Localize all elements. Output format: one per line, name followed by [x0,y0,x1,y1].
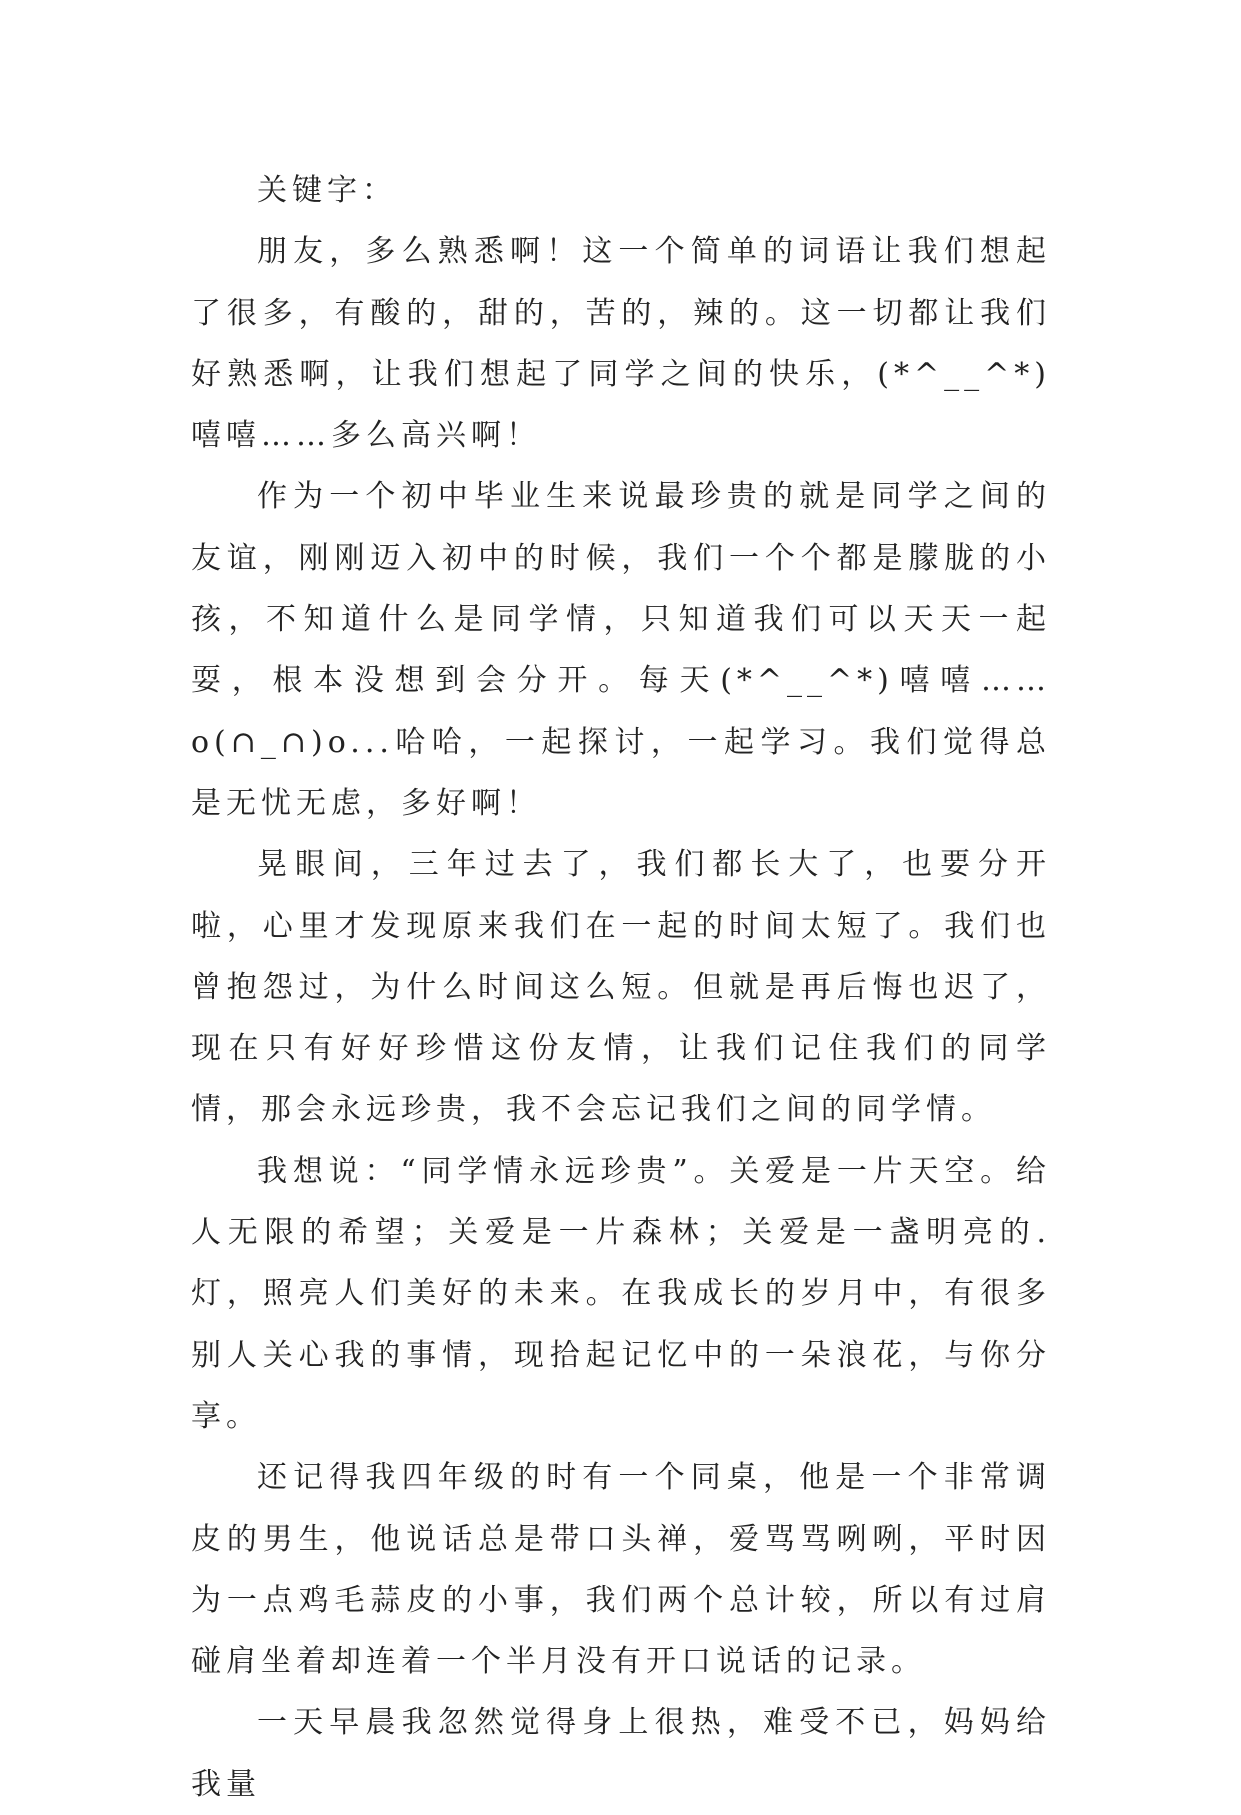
document-body [191,160,1051,1815]
paragraph-care: 我想说：“同学情永远珍贵”。关爱是一片天空。给人无限的希望；关爱是一片森林；关爱是一盏明亮的.灯，照亮人们美好的未来。在我成长的岁月中，有很多别人关心我的事情，现拾起记忆中的一朵浪花，与你分享。 [191,1153,1051,1434]
paragraph-morning: 一天早晨我忽然觉得身上很热，难受不已，妈妈给我量 [191,1705,1051,1802]
paragraph-junior-high: 作为一个初中毕业生来说最珍贵的就是同学之间的友谊，刚刚迈入初中的时候，我们一个个都是朦胧的小孩，不知道什么是同学情，只知道我们可以天天一起耍，根本没想到会分开。每天(*^__^*)嘻嘻……o(∩_∩)o...哈哈，一起探讨，一起学习。我们觉得总是无忧无虑，多好啊！ [191,479,1051,821]
keywords-heading: 关键字： [257,173,397,208]
paragraph-three-years: 晃眼间，三年过去了，我们都长大了，也要分开啦，心里才发现原来我们在一起的时间太短了。我们也曾抱怨过，为什么时间这么短。但就是再后悔也迟了，现在只有好好珍惜这份友情，让我们记住我们的同学情，那会永远珍贵，我不会忘记我们之间的同学情。 [191,847,1051,1128]
paragraph-friendship-intro: 朋友，多么熟悉啊！这一个简单的词语让我们想起了很多，有酸的，甜的，苦的，辣的。这一切都让我们好熟悉啊，让我们想起了同学之间的快乐，(*^__^*)嘻嘻……多么高兴啊！ [191,234,1051,454]
paragraph-deskmate: 还记得我四年级的时有一个同桌，他是一个非常调皮的男生，他说话总是带口头禅，爱骂骂咧咧，平时因为一点鸡毛蒜皮的小事，我们两个总计较，所以有过肩碰肩坐着却连着一个半月没有开口说话的记录。 [191,1460,1051,1680]
